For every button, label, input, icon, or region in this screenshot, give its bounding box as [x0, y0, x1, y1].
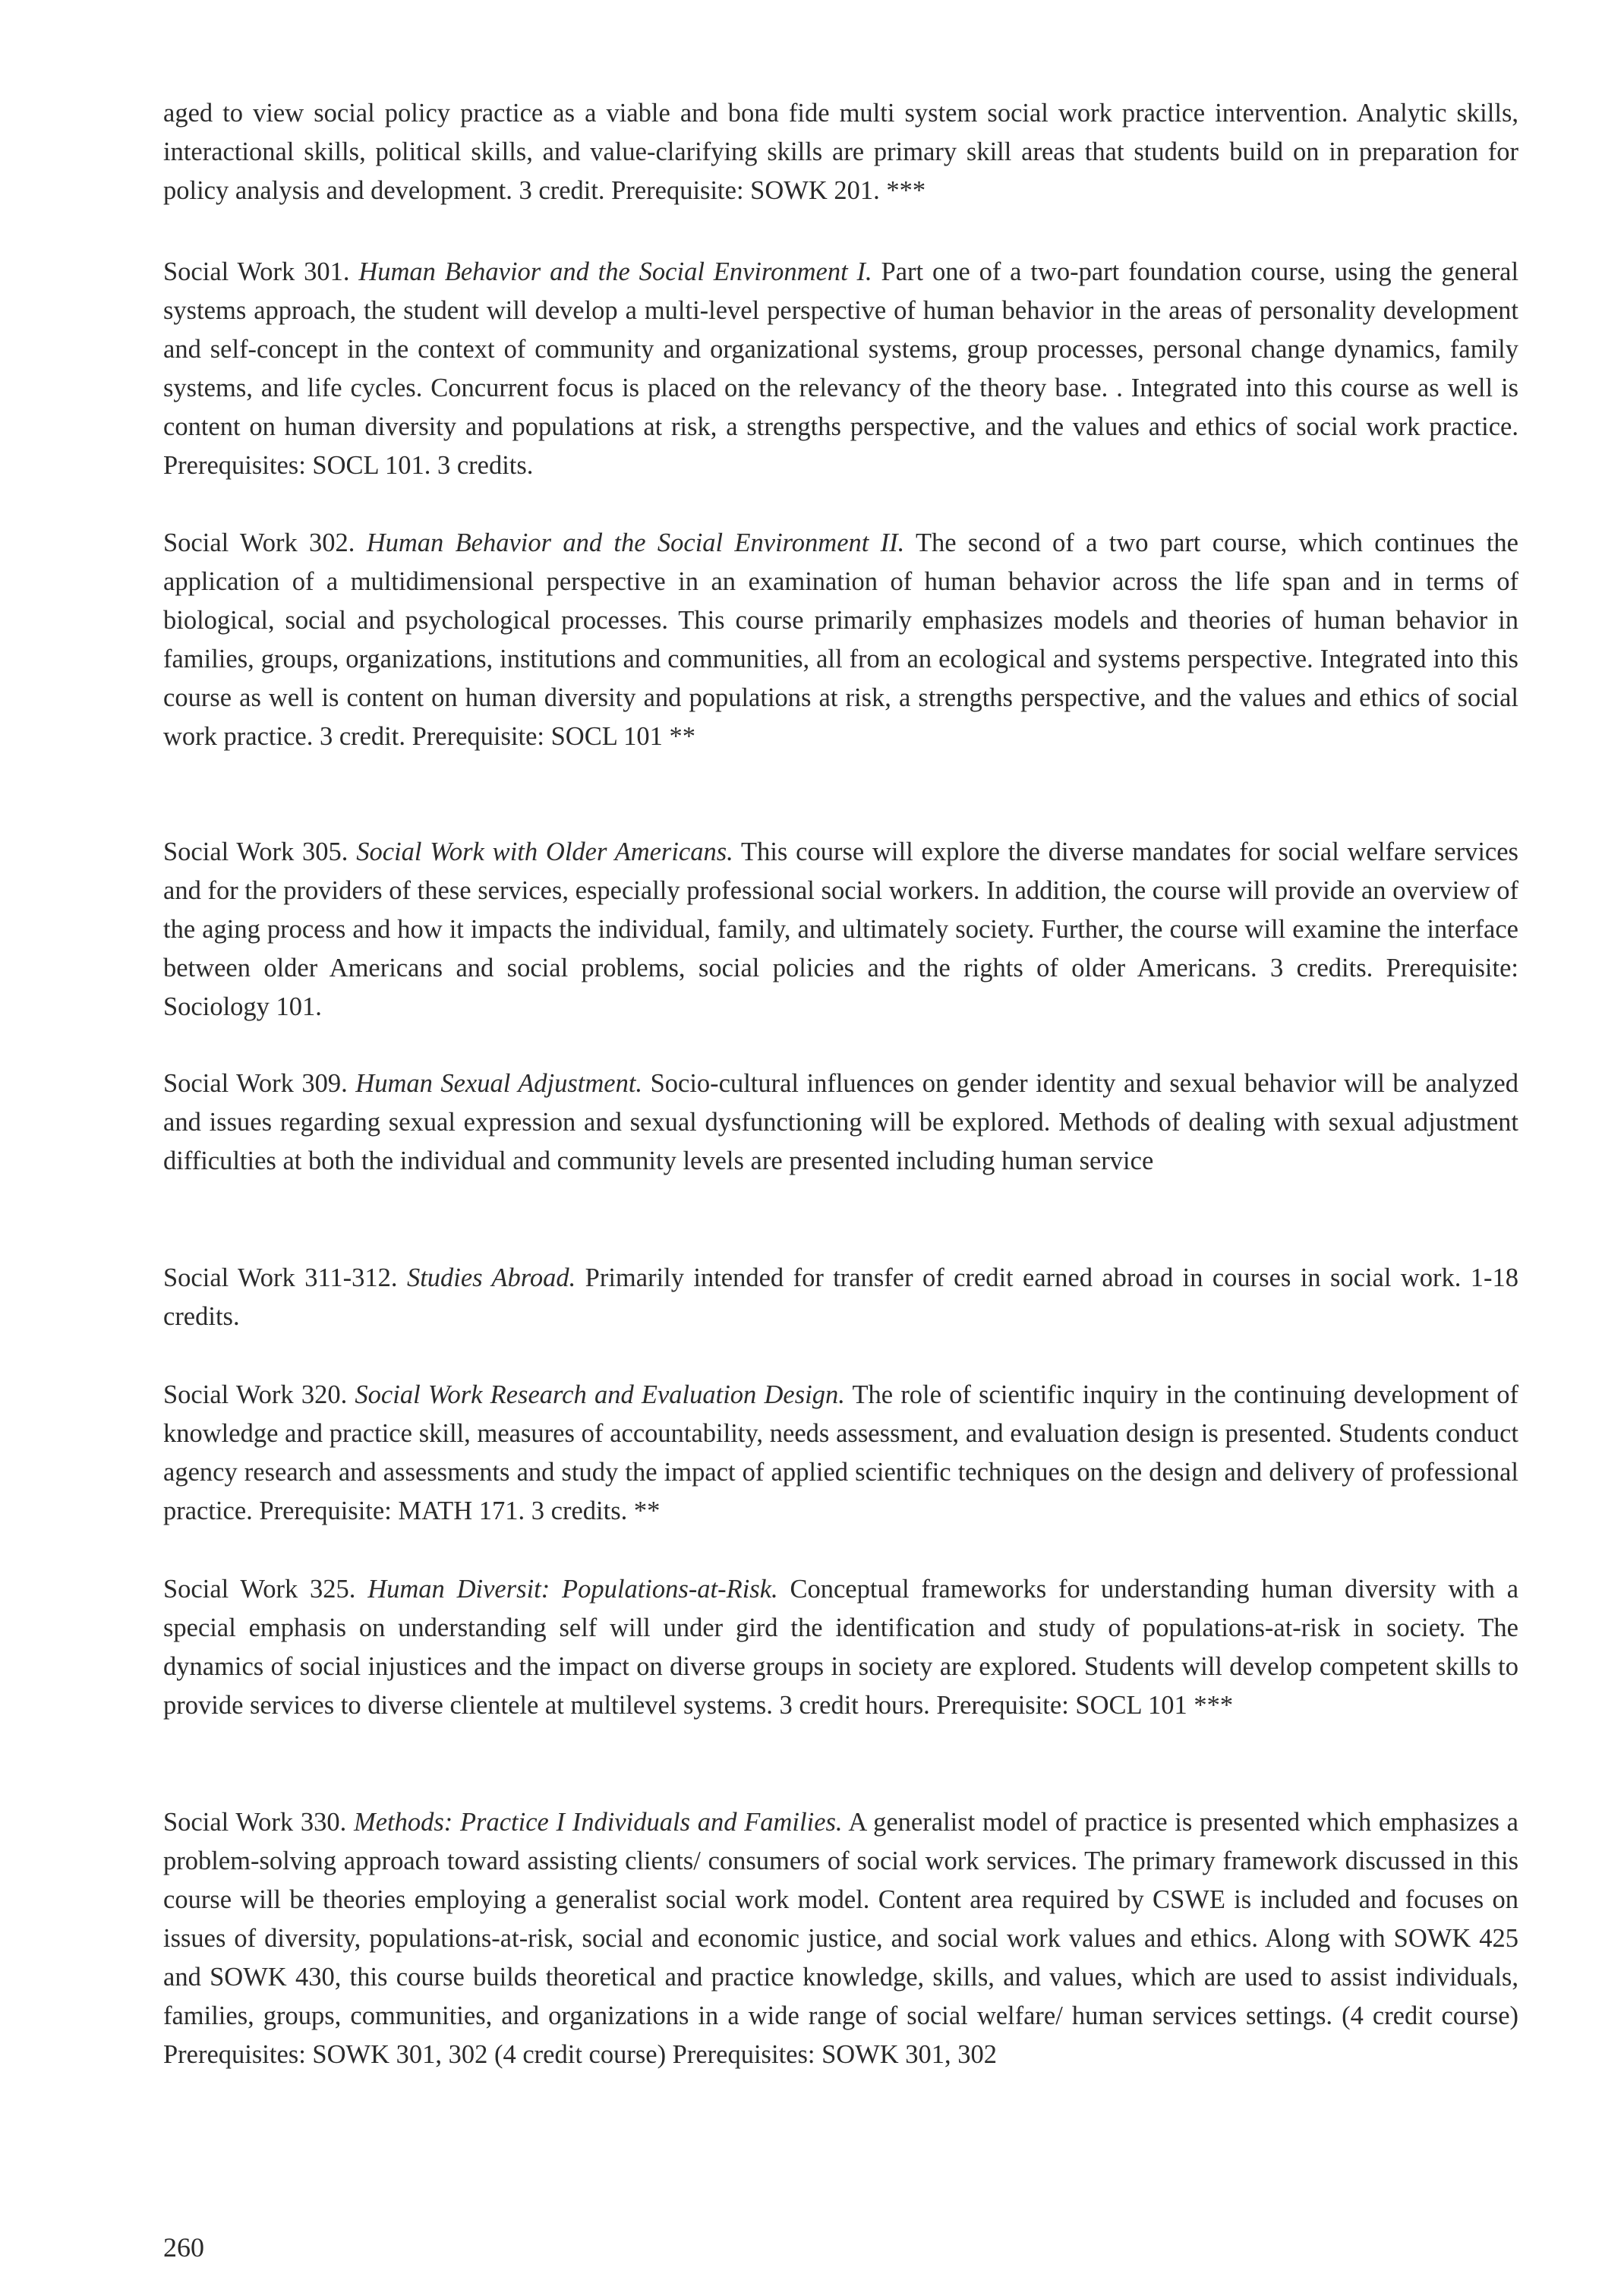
course-title: Human Behavior and the Social Environment II. [366, 528, 905, 557]
course-description: This course will explore the diverse mandates for social welfare services and for the providers of these services, especially professional social workers. In addition, the course will provide an overview of the aging process and how it impacts the individual, family, and ultimately society. Further, the course will examine the interface between older Americans and social problems, social policies and the rights of older Americans. 3 credits. Prerequisite: Sociology 101. [163, 837, 1518, 1021]
course-entry [163, 1376, 1518, 1531]
course-entry [163, 1259, 1518, 1336]
course-heading: Social Work 309. [163, 1069, 348, 1098]
course-title: Human Diversit: Populations-at-Risk. [367, 1575, 778, 1604]
course-heading: Social Work 305. [163, 837, 348, 866]
course-entry [163, 253, 1518, 485]
course-description: Socio-cultural influences on gender identity and sexual behavior will be analyzed and issues regarding sexual expression and sexual dysfunctioning will be explored. Methods of dealing with sexual adjustment difficulties at both the individual and community levels are presented including human service [163, 1069, 1518, 1175]
course-entry [163, 524, 1518, 756]
course-heading: Social Work 311-312. [163, 1263, 398, 1292]
course-entry [163, 833, 1518, 1027]
course-heading: Social Work 325. [163, 1575, 356, 1604]
course-heading: Social Work 301. [163, 257, 350, 286]
course-entry [163, 1064, 1518, 1181]
course-description: Conceptual frameworks for understanding human diversity with a special emphasis on understanding self will under gird the identification and study of populations-at-risk in society. The dynamics of social injustices and the impact on diverse groups in society are explored. Students will develop competent skills to provide services to diverse clientele at multilevel systems. 3 credit hours. Prerequisite: SOCL 101 *** [163, 1575, 1519, 1720]
course-title: Social Work Research and Evaluation Design. [355, 1380, 845, 1409]
course-description: A generalist model of practice is presented which emphasizes a problem-solving approach toward assisting clients/ consumers of social work services. The primary framework discussed in this course will be theories employing a generalist social work model. Content area required by CSWE is included and focuses on issues of diversity, populations-at-risk, social and economic justice, and social work values and ethics. Along with SOWK 425 and SOWK 430, this course builds theoretical and practice knowledge, skills, and values, which are used to assist individuals, families, groups, communities, and organizations in a wide range of social welfare/ human services settings. (4 credit course) Prerequisites: SOWK 301, 302 (4 credit course) Prerequisites: SOWK 301, 302 [163, 1808, 1518, 2069]
course-entry [163, 1570, 1518, 1725]
course-title: Studies Abroad. [406, 1263, 576, 1292]
course-description: The second of a two part course, which continues the application of a multidimensional perspective in an examination of human behavior across the life span and in terms of biological, social and psychological processes. This course primarily emphasizes models and theories of human behavior in families, groups, organizations, institutions and communities, all from an ecological and systems perspective. Integrated into this course as well is content on human diversity and populations at risk, a strengths perspective, and the values and ethics of social work practice. 3 credit. Prerequisite: SOCL 101 ** [163, 528, 1518, 751]
course-description: The role of scientific inquiry in the continuing development of knowledge and practice skill, measures of accountability, needs assessment, and evaluation design is presented. Students conduct agency research and assessments and study the impact of applied scientific techniques on the design and delivery of professional practice. Prerequisite: MATH 171. 3 credits. ** [163, 1380, 1518, 1525]
course-heading: Social Work 302. [163, 528, 355, 557]
course-entry [163, 1803, 1518, 2074]
page-number: 260 [163, 2232, 204, 2263]
intro-paragraph: aged to view social policy practice as a viable and bona fide multi system social work practice intervention. Analytic skills, interactional skills, political skills, and value-clarifying skills are primary skill areas that students build on in preparation for policy analysis and development. 3 credit. Prerequisite: SOWK 201. *** [163, 99, 1518, 205]
course-heading: Social Work 330. [163, 1808, 347, 1837]
course-title: Social Work with Older Americans. [356, 837, 733, 866]
course-title: Methods: Practice I Individuals and Families. [353, 1808, 843, 1837]
course-title: Human Behavior and the Social Environment I. [358, 257, 872, 286]
course-heading: Social Work 320. [163, 1380, 348, 1409]
course-title: Human Sexual Adjustment. [355, 1069, 643, 1098]
course-description: Primarily intended for transfer of credit earned abroad in courses in social work. 1-18 credits. [163, 1263, 1519, 1331]
course-description: Part one of a two-part foundation course, using the general systems approach, the student will develop a multi-level perspective of human behavior in the areas of personality development and self-concept in the context of community and organizational systems, group processes, personal change dynamics, family systems, and life cycles. Concurrent focus is placed on the relevancy of the theory base. . Integrated into this course as well is content on human diversity and populations at risk, a strengths perspective, and the values and ethics of social work practice. Prerequisites: SOCL 101. 3 credits. [163, 257, 1519, 480]
